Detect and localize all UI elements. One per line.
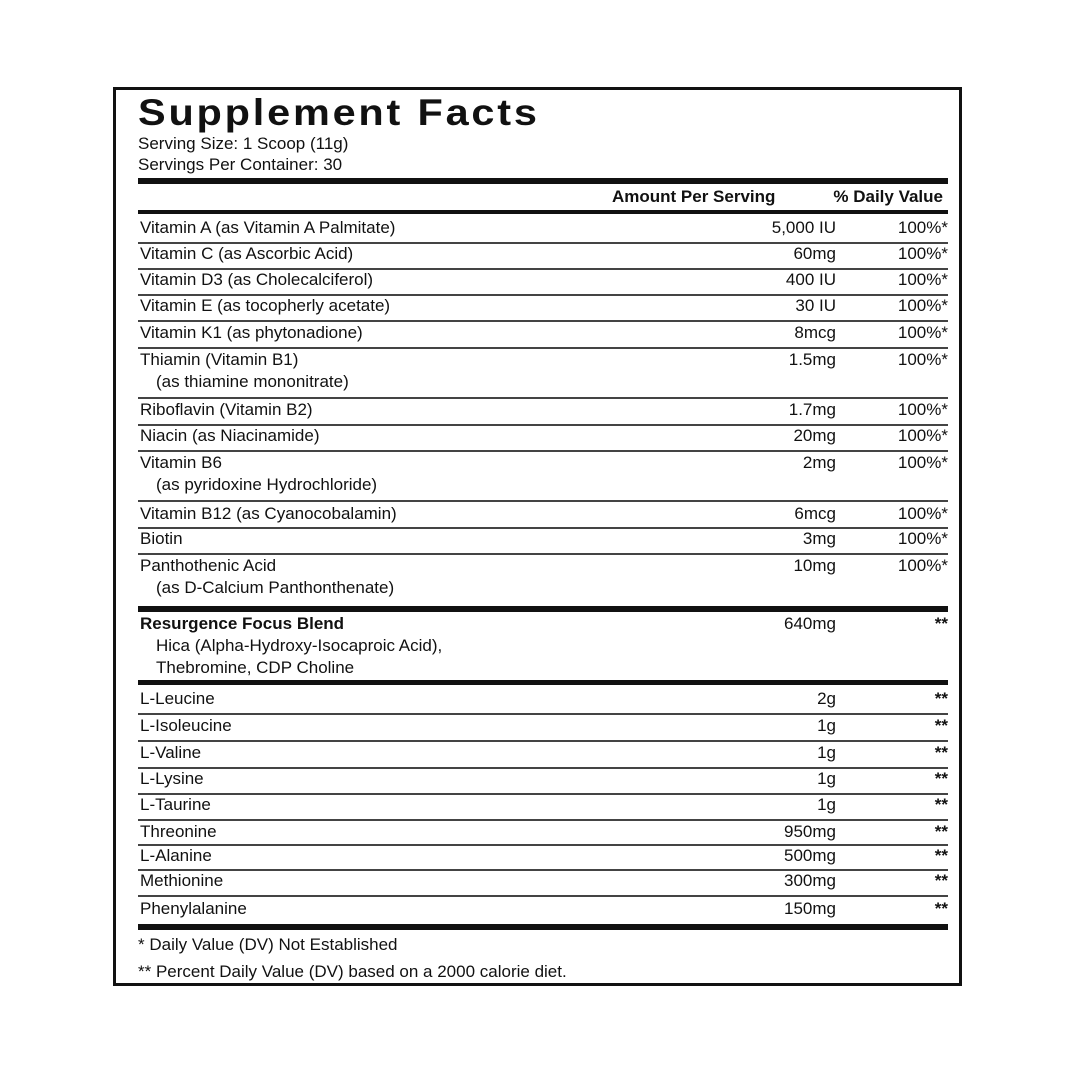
thick-divider — [138, 606, 948, 612]
nutrient-daily-value: 100%* — [897, 504, 948, 523]
nutrient-name: L-Leucine — [140, 689, 215, 708]
nutrient-source: (as thiamine mononitrate) — [156, 372, 349, 391]
nutrient-source: (as pyridoxine Hydrochloride) — [156, 475, 378, 494]
header-amount-per-serving: Amount Per Serving — [612, 187, 776, 206]
nutrient-name: Vitamin E (as tocopherly acetate) — [140, 296, 391, 315]
nutrient-amount: 150mg — [784, 899, 836, 918]
nutrient-name: Vitamin C (as Ascorbic Acid) — [140, 244, 354, 263]
header-divider — [138, 210, 948, 214]
nutrient-daily-value: ** — [934, 871, 948, 890]
nutrient-daily-value: 100%* — [897, 323, 948, 342]
serving-size: Serving Size: 1 Scoop (11g) — [138, 134, 349, 153]
nutrient-name: Thiamin (Vitamin B1) — [140, 350, 299, 369]
nutrient-daily-value: 100%* — [897, 556, 948, 575]
nutrient-amount: 5,000 IU — [771, 218, 836, 237]
nutrient-daily-value: 100%* — [897, 529, 948, 548]
nutrient-name: L-Alanine — [140, 846, 212, 865]
nutrient-name: Methionine — [140, 871, 224, 890]
nutrient-daily-value: 100%* — [897, 350, 948, 369]
nutrient-name: Vitamin B12 (as Cyanocobalamin) — [140, 504, 397, 523]
nutrient-name: Vitamin B6 — [140, 453, 222, 472]
blend-ingredients: Thebromine, CDP Choline — [156, 658, 355, 677]
nutrient-daily-value: ** — [934, 716, 948, 735]
blend-amount: 640mg — [784, 614, 836, 633]
nutrient-daily-value: 100%* — [897, 244, 948, 263]
nutrient-name: L-Taurine — [140, 795, 211, 814]
nutrient-daily-value: 100%* — [897, 426, 948, 445]
row-divider — [138, 500, 948, 502]
blend-ingredients: Hica (Alpha-Hydroxy-Isocaproic Acid), — [156, 636, 443, 655]
row-divider — [138, 895, 948, 897]
nutrient-daily-value: ** — [934, 769, 948, 788]
nutrient-amount: 950mg — [784, 822, 836, 841]
nutrient-amount: 8mcg — [794, 323, 836, 342]
panel-title: Supplement Facts — [138, 92, 540, 133]
nutrient-amount: 1g — [817, 716, 836, 735]
footnote-percent-daily-value: ** Percent Daily Value (DV) based on a 2000 calorie diet. — [138, 962, 567, 981]
nutrient-name: Vitamin K1 (as phytonadione) — [140, 323, 363, 342]
nutrient-amount: 1.5mg — [788, 350, 836, 369]
nutrient-name: Vitamin A (as Vitamin A Palmitate) — [140, 218, 396, 237]
nutrient-daily-value: ** — [934, 822, 948, 841]
servings-per-container: Servings Per Container: 30 — [138, 155, 343, 174]
nutrient-daily-value: 100%* — [897, 400, 948, 419]
nutrient-amount: 400 IU — [785, 270, 836, 289]
nutrient-amount: 1g — [817, 743, 836, 762]
nutrient-amount: 2mg — [802, 453, 836, 472]
nutrient-amount: 300mg — [784, 871, 836, 890]
nutrient-amount: 2g — [817, 689, 836, 708]
nutrient-name: L-Isoleucine — [140, 716, 232, 735]
nutrient-source: (as D-Calcium Panthonthenate) — [156, 578, 395, 597]
blend-daily-value: ** — [934, 614, 948, 633]
nutrient-name: Vitamin D3 (as Cholecalciferol) — [140, 270, 374, 289]
nutrient-name: L-Lysine — [140, 769, 204, 788]
nutrient-daily-value: 100%* — [897, 296, 948, 315]
nutrient-amount: 3mg — [802, 529, 836, 548]
nutrient-name: Phenylalanine — [140, 899, 247, 918]
nutrient-name: Threonine — [140, 822, 217, 841]
thick-divider — [138, 924, 948, 930]
nutrient-amount: 1g — [817, 795, 836, 814]
nutrient-daily-value: 100%* — [897, 453, 948, 472]
nutrient-amount: 6mcg — [794, 504, 836, 523]
nutrient-daily-value: 100%* — [897, 270, 948, 289]
nutrient-daily-value: ** — [934, 743, 948, 762]
thick-divider — [138, 680, 948, 685]
nutrient-name: Niacin (as Niacinamide) — [140, 426, 320, 445]
nutrient-amount: 30 IU — [795, 296, 836, 315]
nutrient-daily-value: ** — [934, 846, 948, 865]
nutrient-amount: 10mg — [793, 556, 836, 575]
header-daily-value: % Daily Value — [833, 187, 943, 206]
thick-divider — [138, 178, 948, 184]
nutrient-daily-value: 100%* — [897, 218, 948, 237]
nutrient-daily-value: ** — [934, 795, 948, 814]
nutrient-name: Riboflavin (Vitamin B2) — [140, 400, 313, 419]
nutrient-daily-value: ** — [934, 689, 948, 708]
nutrient-name: Panthothenic Acid — [140, 556, 277, 575]
nutrient-name: L-Valine — [140, 743, 202, 762]
supplement-facts-panel — [113, 87, 962, 986]
nutrient-amount: 1.7mg — [788, 400, 836, 419]
nutrient-amount: 500mg — [784, 846, 836, 865]
nutrient-daily-value: ** — [934, 899, 948, 918]
nutrient-amount: 60mg — [793, 244, 836, 263]
footnote-daily-value: * Daily Value (DV) Not Established — [138, 935, 398, 954]
nutrient-name: Biotin — [140, 529, 183, 548]
nutrient-amount: 1g — [817, 769, 836, 788]
blend-name: Resurgence Focus Blend — [140, 614, 345, 633]
nutrient-amount: 20mg — [793, 426, 836, 445]
